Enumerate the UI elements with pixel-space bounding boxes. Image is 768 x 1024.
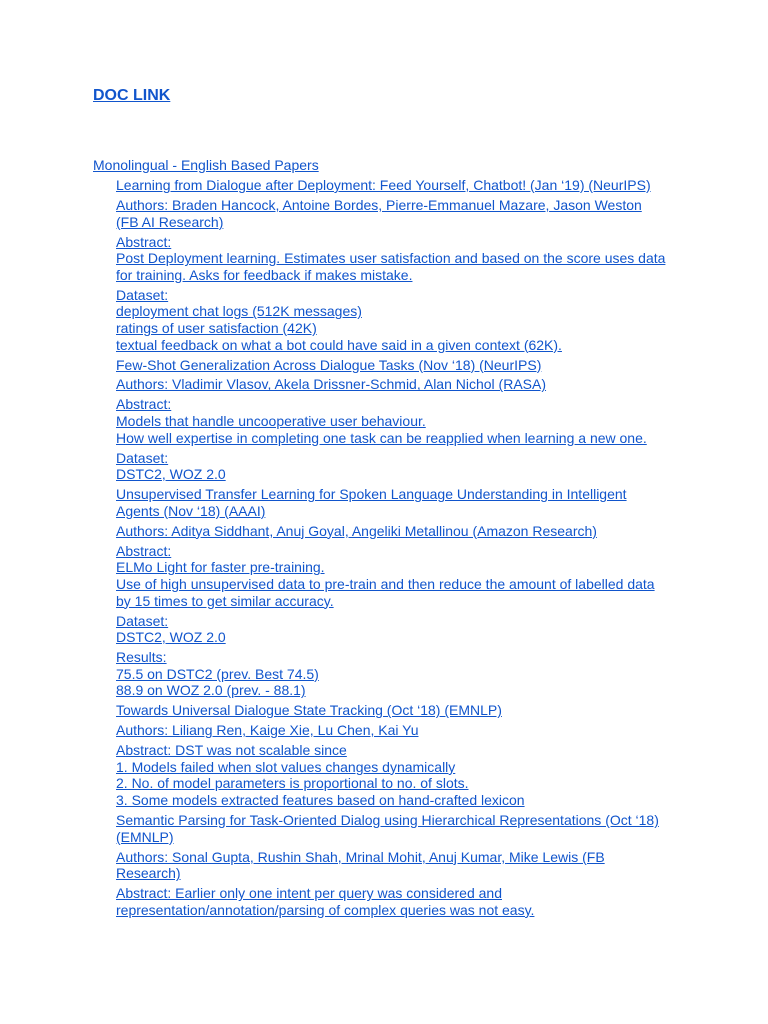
entry-line-link[interactable]: Abstract: <box>116 396 172 413</box>
entry-line-link[interactable]: Towards Universal Dialogue State Tracking (Oct ‘18) (EMNLP) <box>116 702 502 719</box>
entry-line-link[interactable]: deployment chat logs (512K messages) <box>116 303 362 320</box>
entry-line-link[interactable]: Agents (Nov ‘18) (AAAI) <box>116 502 266 519</box>
entry-line-link[interactable]: for training. Asks for feedback if makes mistake. <box>116 266 413 283</box>
entry-line-link[interactable]: Dataset: <box>116 286 169 303</box>
entry-line-link[interactable]: 1. Models failed when slot values changes dynamically <box>116 758 456 775</box>
entry-line-link[interactable]: Abstract: DST was not scalable since <box>116 742 347 759</box>
entry-block <box>116 722 686 739</box>
entry-line-link[interactable]: Unsupervised Transfer Learning for Spoken Language Understanding in Intelligent <box>116 486 627 503</box>
entry-line-link[interactable]: Authors: Vladimir Vlasov, Akela Drissner-Schmid, Alan Nichol (RASA) <box>116 376 547 393</box>
entry-block <box>116 197 686 230</box>
entry-block <box>116 742 686 808</box>
entry-line-link[interactable]: Dataset: <box>116 449 169 466</box>
entry-line-link[interactable]: Authors: Liliang Ren, Kaige Xie, Lu Chen, Kai Yu <box>116 722 419 739</box>
paper-entries <box>116 177 686 922</box>
entry-line-link[interactable]: (FB AI Research) <box>116 213 224 230</box>
entry-line-link[interactable]: Authors: Aditya Siddhant, Anuj Goyal, Angeliki Metallinou (Amazon Research) <box>116 522 597 539</box>
entry-line-link[interactable]: Semantic Parsing for Task-Oriented Dialog using Hierarchical Representations (Oct ‘18) <box>116 812 659 829</box>
entry-block <box>116 649 686 699</box>
entry-line-link[interactable]: Results: <box>116 649 167 666</box>
entry-line-link[interactable]: Research) <box>116 865 181 882</box>
entry-line-link[interactable]: 3. Some models extracted features based on hand-crafted lexicon <box>116 792 525 809</box>
entry-block <box>116 885 686 918</box>
entry-line-link[interactable]: Abstract: <box>116 233 172 250</box>
entry-block <box>116 702 686 719</box>
entry-line-link[interactable]: ratings of user satisfaction (42K) <box>116 319 317 336</box>
entry-block <box>116 486 686 519</box>
entry-line-link[interactable]: ELMo Light for faster pre-training. <box>116 559 325 576</box>
entry-line-link[interactable]: 88.9 on WOZ 2.0 (prev. - 88.1) <box>116 682 306 699</box>
entry-block <box>116 450 686 483</box>
entry-block <box>116 287 686 353</box>
entry-block <box>116 177 686 194</box>
section-title-link[interactable]: Monolingual - English Based Papers <box>93 157 319 173</box>
entry-line-link[interactable]: Dataset: <box>116 612 169 629</box>
entry-line-link[interactable]: Abstract: Earlier only one intent per query was considered and <box>116 885 502 902</box>
entry-line-link[interactable]: Models that handle uncooperative user behaviour. <box>116 413 426 430</box>
entry-block <box>116 234 686 284</box>
entry-line-link[interactable]: Use of high unsupervised data to pre-train and then reduce the amount of labelled data <box>116 575 655 592</box>
entry-line-link[interactable]: Post Deployment learning. Estimates user satisfaction and based on the score uses data <box>116 250 666 267</box>
entry-line-link[interactable]: by 15 times to get similar accuracy. <box>116 592 334 609</box>
entry-line-link[interactable]: How well expertise in completing one task can be reapplied when learning a new one. <box>116 429 647 446</box>
entry-line-link[interactable]: DSTC2, WOZ 2.0 <box>116 466 226 483</box>
entry-line-link[interactable]: 75.5 on DSTC2 (prev. Best 74.5) <box>116 665 319 682</box>
entry-block <box>116 849 686 882</box>
entry-line-link[interactable]: Few-Shot Generalization Across Dialogue Tasks (Nov ‘18) (NeurIPS) <box>116 356 542 373</box>
entry-line-link[interactable]: representation/annotation/parsing of complex queries was not easy. <box>116 901 535 918</box>
doc-link[interactable]: DOC LINK <box>93 87 171 104</box>
entry-block <box>116 376 686 393</box>
entry-line-link[interactable]: Authors: Sonal Gupta, Rushin Shah, Mrinal Mohit, Anuj Kumar, Mike Lewis (FB <box>116 848 605 865</box>
entry-block <box>116 543 686 609</box>
entry-line-link[interactable]: 2. No. of model parameters is proportional to no. of slots. <box>116 775 469 792</box>
entry-line-link[interactable]: textual feedback on what a bot could have said in a given context (62K). <box>116 336 562 353</box>
entry-line-link[interactable]: Authors: Braden Hancock, Antoine Bordes, Pierre-Emmanuel Mazare, Jason Weston <box>116 196 642 213</box>
entry-block <box>116 812 686 845</box>
entry-line-link[interactable]: DSTC2, WOZ 2.0 <box>116 629 226 646</box>
entry-line-link[interactable]: (EMNLP) <box>116 828 174 845</box>
entry-block <box>116 357 686 374</box>
entry-block <box>116 613 686 646</box>
entry-line-link[interactable]: Abstract: <box>116 542 172 559</box>
entry-block <box>116 523 686 540</box>
entry-line-link[interactable]: Learning from Dialogue after Deployment: Feed Yourself, Chatbot! (Jan ‘19) (NeurIPS) <box>116 177 651 193</box>
entry-block <box>116 396 686 446</box>
